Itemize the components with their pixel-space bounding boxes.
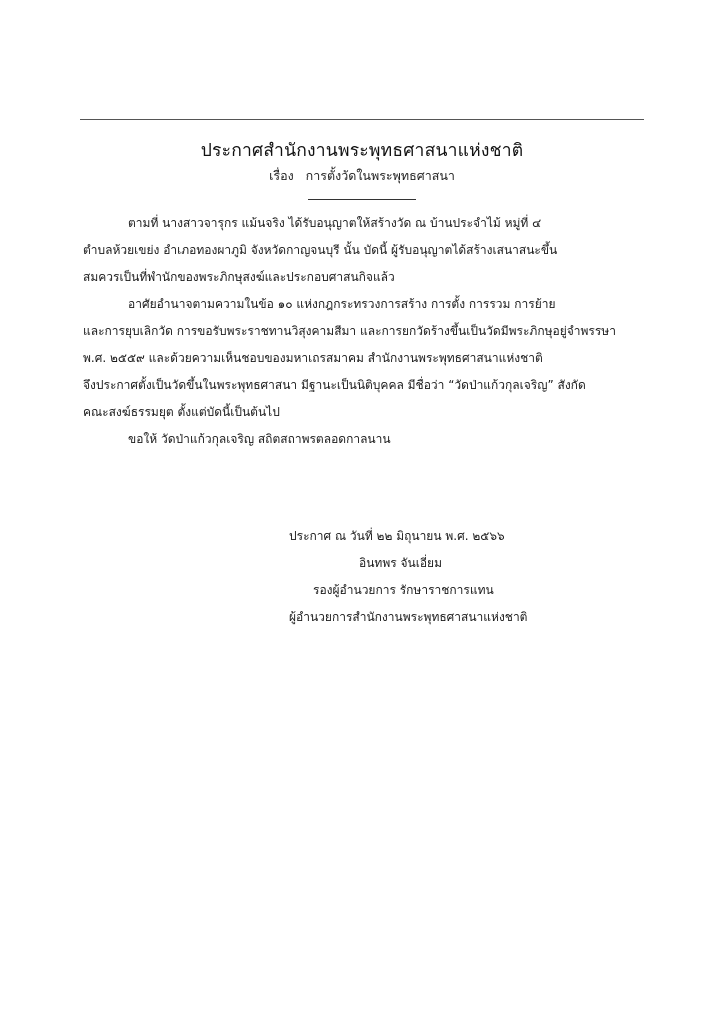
body-line: จึงประกาศตั้งเป็นวัดขึ้นในพระพุทธศาสนา มีฐานะเป็นนิติบุคคล มีชื่อว่า “วัดป่าแก้วกุลเจริญ” สังกัด	[83, 378, 586, 392]
subject-label: เรื่อง	[269, 168, 294, 183]
document-subject	[0, 166, 724, 186]
body-line: ขอให้ วัดป่าแก้วกุลเจริญ สถิตสถาพรตลอดกาลนาน	[128, 432, 391, 446]
body-line: และการยุบเลิกวัด การขอรับพระราชทานวิสุงคามสีมา และการยกวัดร้างขึ้นเป็นวัดมีพระภิกษุอยู่จำพรรษา	[83, 324, 616, 338]
body-line: สมควรเป็นที่พำนักของพระภิกษุสงฆ์และประกอบศาสนกิจแล้ว	[83, 270, 395, 284]
body-line: ตามที่ นางสาวจารุกร แม้นจริง ได้รับอนุญาตให้สร้างวัด ณ บ้านประจำไม้ หมู่ที่ ๔	[128, 216, 542, 230]
signature-date: ประกาศ ณ วันที่ ๒๒ มิถุนายน พ.ศ. ๒๕๖๖	[289, 529, 505, 543]
body-line: ตำบลห้วยเขย่ง อำเภอทองผาภูมิ จังหวัดกาญจนบุรี นั้น บัดนี้ ผู้รับอนุญาตได้สร้างเสนาสนะขึ้น	[83, 243, 558, 257]
body-line: คณะสงฆ์ธรรมยุต ตั้งแต่บัดนี้เป็นต้นไป	[83, 405, 280, 419]
header-rule	[80, 119, 644, 120]
document-title: ประกาศสำนักงานพระพุทธศาสนาแห่งชาติ	[200, 141, 524, 161]
signatory-position-full: ผู้อำนวยการสำนักงานพระพุทธศาสนาแห่งชาติ	[289, 610, 528, 624]
body-line: อาศัยอำนาจตามความในข้อ ๑๐ แห่งกฎกระทรวงการสร้าง การตั้ง การรวม การย้าย	[128, 297, 556, 311]
signatory-position: รองผู้อำนวยการ รักษาราชการแทน	[313, 583, 494, 597]
body-line: พ.ศ. ๒๕๕๙ และด้วยความเห็นชอบของมหาเถรสมาคม สำนักงานพระพุทธศาสนาแห่งชาติ	[83, 351, 543, 365]
subject-underline	[308, 199, 416, 200]
subject-text: การตั้งวัดในพระพุทธศาสนา	[305, 168, 455, 183]
signatory-name: อินทพร จันเอี่ยม	[359, 556, 442, 570]
